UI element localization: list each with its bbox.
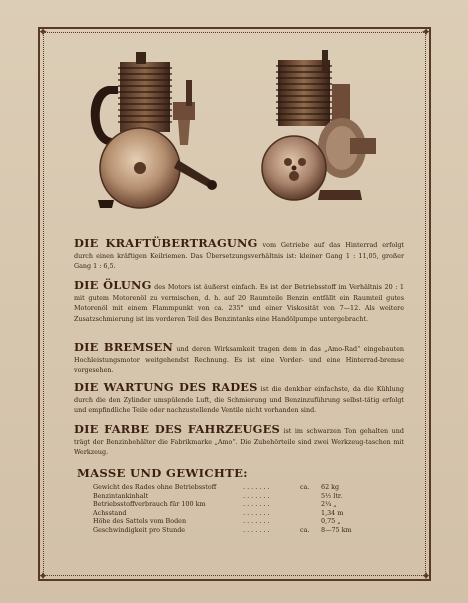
corner-ornament-top-left: ✦ bbox=[37, 25, 49, 39]
spec-label: Betriebsstoffverbrauch für 100 km bbox=[93, 500, 206, 508]
section-heading: DIE BREMSEN bbox=[74, 340, 174, 354]
engine-left-photo bbox=[78, 50, 228, 210]
spec-leader-dots: . . . . . . . bbox=[243, 508, 270, 517]
corner-ornament-bottom-right: ✦ bbox=[420, 569, 432, 583]
spec-label: Achsstand bbox=[93, 508, 127, 517]
section-body: des Motors ist äußerst einfach. Es ist der Betriebsstoff im Verhältnis 20 : 1 mit gutem Motorenöl zu vermischen, d. h. auf 20 Raumteile Benzin entfällt ein Raumteil gutes Motorenöl mit einem Flammpunkt von ca. 235° und einer Viskosität von 7—12. Als weitere Zusatzschmierung ist im vorderen Teil des Benzintanks eine Handölpumpe untergebracht. bbox=[74, 283, 404, 323]
spec-value: 62 kg bbox=[321, 483, 340, 491]
section-heading: DIE ÖLUNG bbox=[74, 278, 152, 292]
spec-unit: ca. bbox=[300, 525, 310, 534]
section-kraftuebertragung bbox=[74, 238, 404, 272]
section-bremsen bbox=[74, 342, 404, 376]
spec-value: 8—75 km bbox=[321, 525, 352, 534]
spec-label: Gewicht des Rades ohne Betriebsstoff bbox=[93, 483, 217, 491]
section-oelung bbox=[74, 280, 404, 324]
spec-value: 2¼ „ bbox=[321, 500, 337, 508]
corner-ornament-bottom-left: ✦ bbox=[37, 569, 49, 583]
spec-leader-dots: . . . . . . . bbox=[243, 517, 270, 525]
section-body: vom Getriebe auf das Hinterrad erfolgt durch einen kräftigen Keilriemen. Das Übersetzungsverhältnis ist: kleiner Gang 1 : 11,05, großer Gang 1 : 6,5. bbox=[74, 241, 404, 271]
spec-leader-dots: . . . . . . . bbox=[243, 491, 270, 500]
engine-right-photo bbox=[250, 50, 390, 210]
spec-leader-dots: . . . . . . . bbox=[243, 525, 270, 534]
section-heading: DIE FARBE DES FAHRZEUGES bbox=[74, 422, 280, 436]
spec-unit: ca. bbox=[300, 483, 310, 491]
section-heading: DIE WARTUNG DES RADES bbox=[74, 380, 258, 394]
spec-value: 5½ ltr. bbox=[321, 491, 343, 500]
corner-ornament-top-right: ✦ bbox=[420, 25, 432, 39]
spec-leader-dots: . . . . . . . bbox=[243, 500, 270, 508]
section-farbe bbox=[74, 424, 404, 458]
spec-value: 1,34 m bbox=[321, 508, 344, 517]
spec-value: 0,75 „ bbox=[321, 517, 341, 525]
spec-leader-dots: . . . . . . . bbox=[243, 483, 270, 491]
spec-label: Benzintankinhalt bbox=[93, 491, 149, 500]
spec-label: Höhe des Sattels vom Boden bbox=[93, 517, 187, 525]
section-body: ist im schwarzen Ton gehalten und trägt der Benzinbehälter die Fabrikmarke „Amo“. Die Zubehörteile sind zwei Werkzeug-taschen mit Werkzeug. bbox=[74, 427, 404, 457]
section-body: und deren Wirksamkeit tragen dem in das „Amo-Rad“ eingebauten Hochleistungsmotor weitgehendst Rechnung. Es ist eine Vorder- und eine Hinterrad-bremse vorgesehen. bbox=[74, 345, 404, 375]
section-body: ist die denkbar einfachste, da die Kühlung durch die den Zylinder umspülende Luft, die Schmierung und Benzinzuführung selbst-tätig erfolgt und empfindliche Teile oder nachzustellende Ventile nicht vorhanden sind. bbox=[74, 385, 404, 415]
spec-label: Geschwindigkeit pro Stunde bbox=[93, 525, 186, 534]
section-wartung bbox=[74, 382, 404, 416]
section-heading: DIE KRAFTÜBERTRAGUNG bbox=[74, 236, 258, 250]
masse-title: MASSE UND GEWICHTE: bbox=[77, 466, 248, 480]
